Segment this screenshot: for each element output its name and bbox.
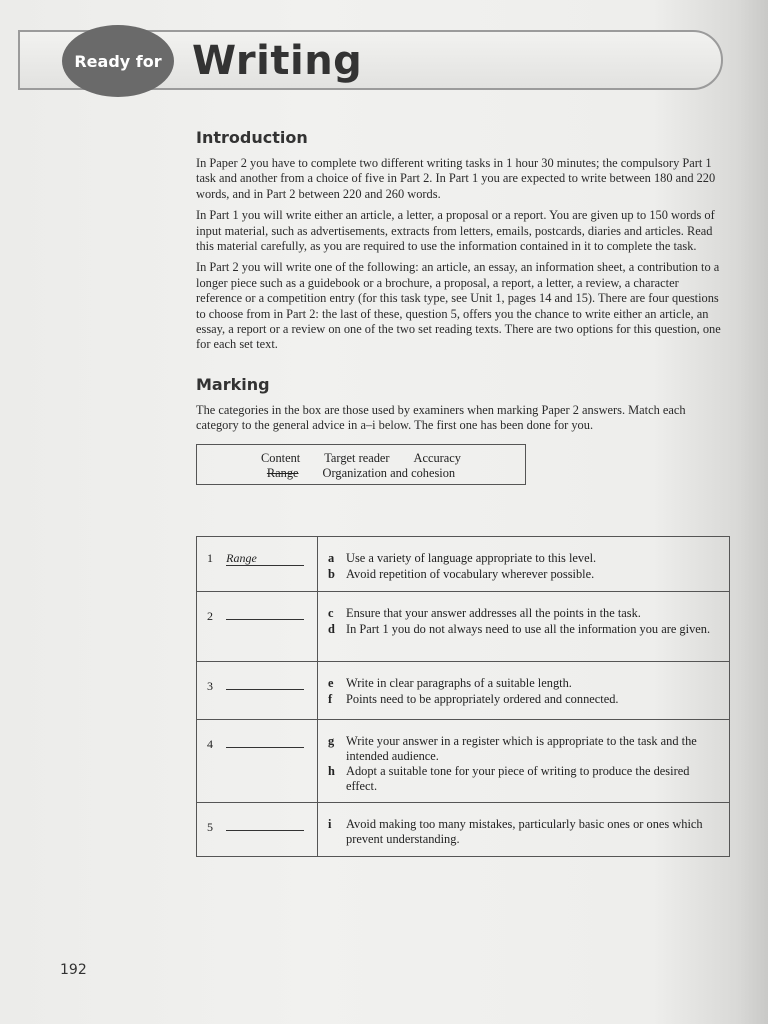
advice-text: Use a variety of language appropriate to this level. [346,551,597,565]
intro-paragraph: In Part 2 you will write one of the following: an article, an essay, an information sheet, a contribution to a longer piece such as a guidebook or a brochure, a proposal, a report, a letter, a review, a character reference or a competition entry (for this task type, see Unit 1, pages 14 and 15). There are four questions to choose from in Part 2: the last of these, question 5, offers you the chance to write either an article, an essay, a report or a review on one of the two set reading texts. There are two options for this question, one for each set text. [196,260,721,352]
answer-blank[interactable]: Range [226,552,304,566]
intro-paragraph: In Paper 2 you have to complete two different writing tasks in 1 hour 30 minutes; the compulsory Part 1 task and another from a choice of five in Part 2. In Part 1 you are expected to write between 180 and 220 words, and in Part 2 between 220 and 260 words. [196,156,716,201]
answer-blank[interactable] [226,817,304,831]
advice-text: Points need to be appropriately ordered and connected. [346,691,619,706]
table-row [197,592,730,662]
row-number: 2 [207,609,213,623]
page-number: 192 [60,962,87,978]
row-number: 1 [207,551,213,565]
item-letter: g [328,734,335,748]
marking-instruction: The categories in the box are those used by examiners when marking Paper 2 answers. Match each category to the general advice in a–i below. The first one has been done for you. [196,402,686,433]
main-content [196,128,726,485]
item-letter: a [328,551,335,565]
category-content: Content [260,450,301,465]
category-target-reader: Target reader [324,450,390,465]
category-accuracy: Accuracy [413,450,461,465]
intro-paragraph: In Part 1 you will write either an article, a letter, a proposal or a report. You are given up to 150 words of input material, such as advertisements, extracts from letters, emails, postcards, diaries and articles. Read this material carefully, as you are required to use the information contained in it to complete the task. [196,208,715,254]
item-letter: b [328,566,335,581]
marking-heading: Marking [196,374,270,394]
answer-blank[interactable] [226,734,304,748]
row-number: 5 [207,820,213,835]
item-letter: h [328,764,335,779]
badge-label: Ready for [74,51,162,71]
item-letter: e [328,676,334,690]
table-row [197,720,730,803]
item-letter: d [328,621,335,636]
category-box [196,444,526,485]
advice-text: Avoid making too many mistakes, particularly basic ones or ones which prevent understanding. [346,817,703,846]
table-row [197,537,730,592]
advice-text: Ensure that your answer addresses all the points in the task. [346,606,641,620]
answer-blank[interactable] [226,676,304,690]
advice-text: Write your answer in a register which is appropriate to the task and the intended audience. [346,734,697,763]
advice-text: In Part 1 you do not always need to use all the information you are given. [346,621,711,636]
matching-table [196,536,730,857]
table-row [197,803,730,857]
item-letter: f [328,691,333,706]
advice-text: Adopt a suitable tone for your piece of writing to produce the desired effect. [346,764,690,793]
advice-text: Avoid repetition of vocabulary wherever possible. [346,566,595,581]
item-letter: i [328,817,332,832]
ready-for-badge [62,25,174,97]
row-number: 4 [207,737,213,751]
row-number: 3 [207,679,213,693]
category-range: Range [266,465,299,480]
item-letter: c [328,606,334,620]
introduction-heading: Introduction [196,128,308,147]
table-row [197,662,730,720]
answer-blank[interactable] [226,606,304,620]
category-organization: Organization and cohesion [322,465,456,480]
advice-text: Write in clear paragraphs of a suitable length. [346,676,572,690]
page-title: Writing [192,38,363,84]
